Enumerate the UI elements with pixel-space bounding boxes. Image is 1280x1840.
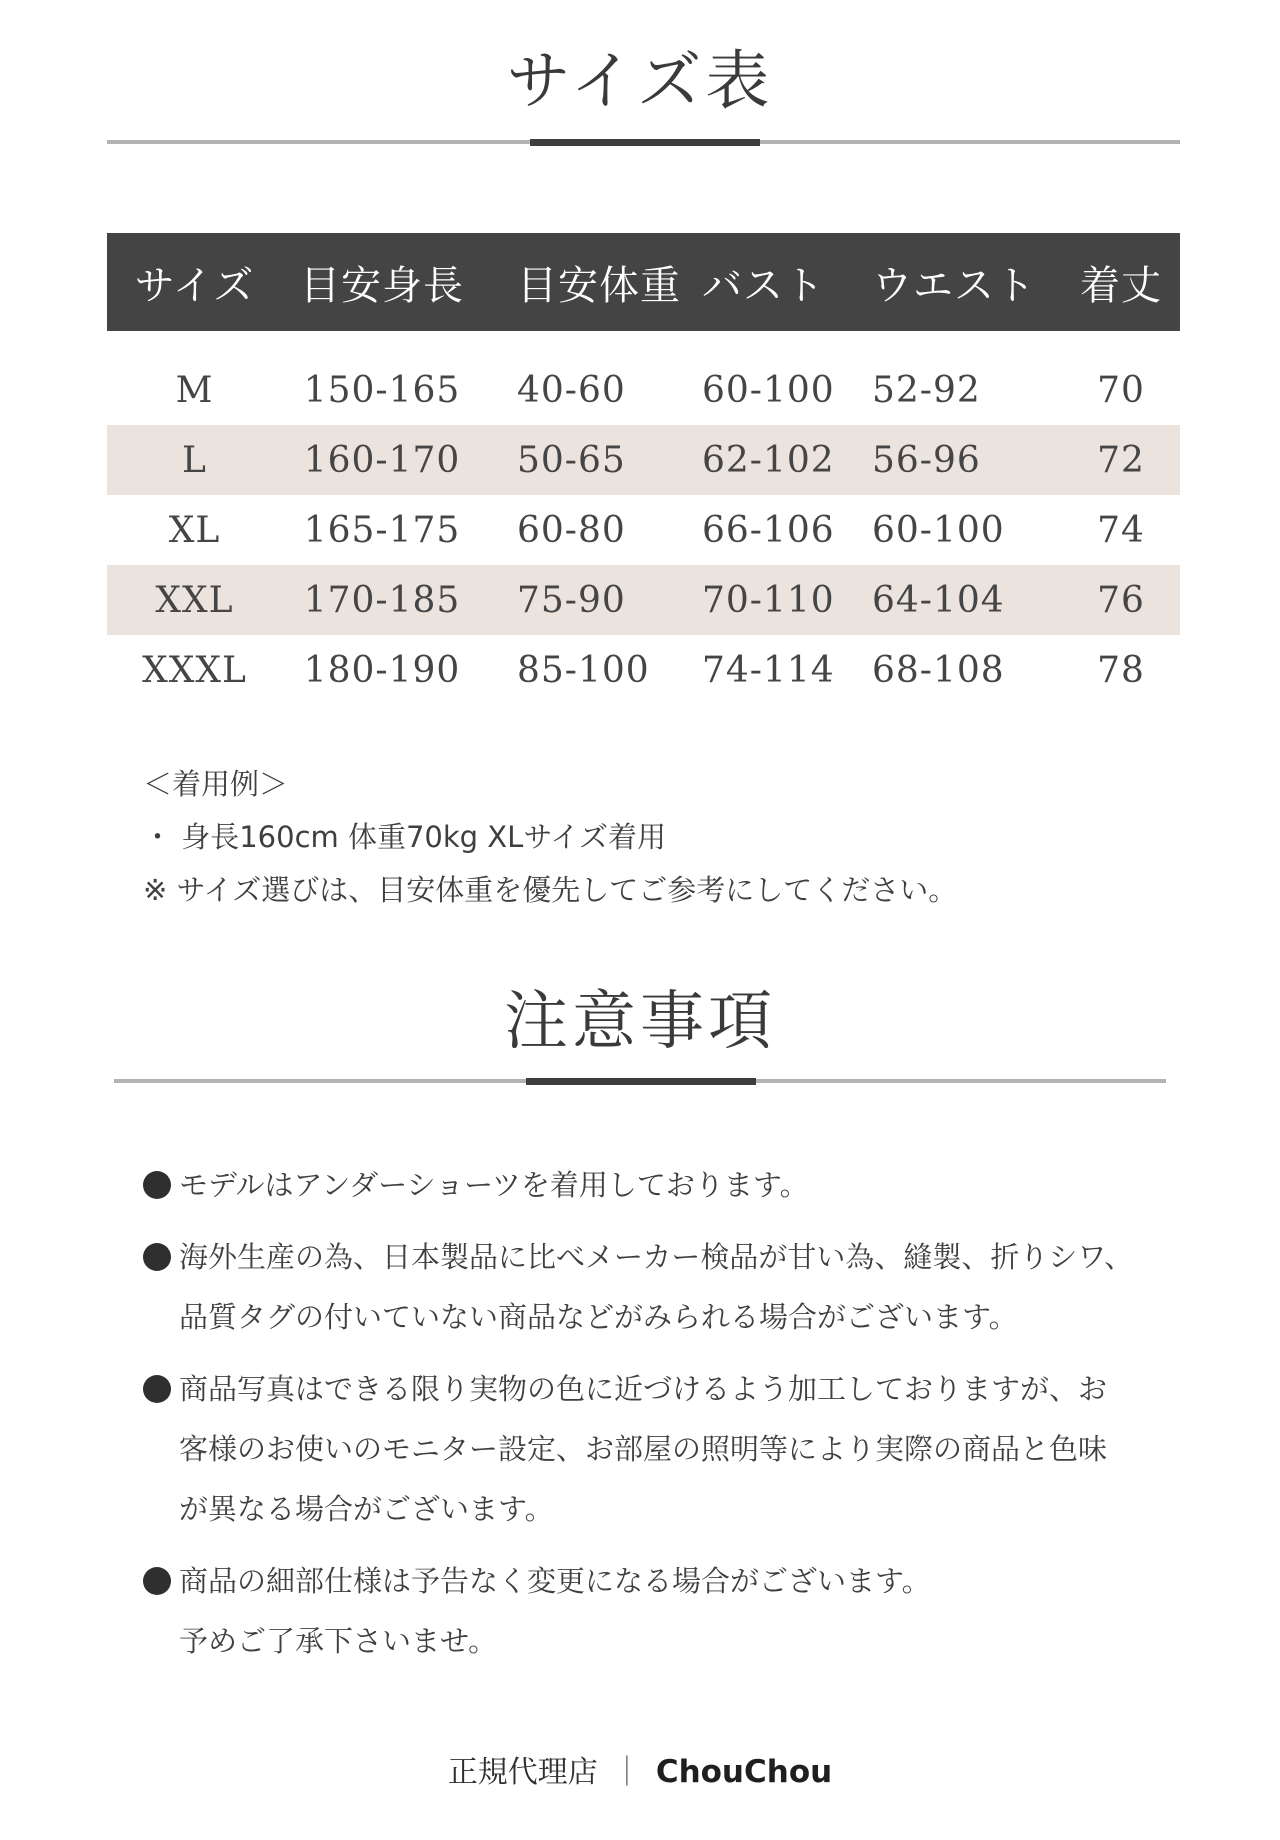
cell-weight: 60-80 (517, 509, 626, 551)
table-row (107, 635, 1180, 705)
list-item (143, 1155, 1173, 1215)
size-chart-title: サイズ表 (506, 45, 774, 119)
header-size: サイズ (134, 262, 255, 309)
list-item (143, 1359, 1173, 1539)
list-item (143, 1227, 1173, 1347)
cell-length: 74 (1097, 509, 1145, 551)
notes-divider-accent (526, 1078, 756, 1085)
cell-bust: 74-114 (702, 649, 835, 691)
size-table-body (107, 331, 1180, 705)
header-height: 目安身長 (300, 262, 464, 309)
table-row (107, 565, 1180, 635)
size-table (107, 233, 1180, 705)
cell-waist: 60-100 (872, 509, 1005, 551)
cell-bust: 66-106 (702, 509, 835, 551)
cell-size: M (175, 369, 214, 411)
cell-size: L (182, 439, 207, 481)
cell-length: 72 (1097, 439, 1145, 481)
cell-height: 150-165 (303, 369, 461, 411)
list-item (143, 1551, 1173, 1671)
cell-waist: 56-96 (872, 439, 981, 481)
footer-label: 正規代理店 (447, 1755, 598, 1790)
header-waist: ウエスト (872, 262, 1036, 309)
notes-title: 注意事項 (504, 985, 776, 1059)
title-divider-accent (530, 139, 760, 146)
cell-waist: 52-92 (872, 369, 981, 411)
table-row (107, 355, 1180, 425)
example-model-info: ・ 身長160cm 体重70kg XLサイズ着用 (143, 820, 667, 854)
cell-weight: 50-65 (517, 439, 626, 481)
note-text: 商品の細部仕様は予告なく変更になる場合がございます。 予めご了承下さいませ。 (179, 1564, 931, 1658)
table-row (107, 495, 1180, 565)
cell-height: 170-185 (303, 579, 461, 621)
wearing-example (143, 758, 957, 917)
cell-weight: 85-100 (517, 649, 650, 691)
cell-length: 78 (1097, 649, 1145, 691)
cell-weight: 40-60 (517, 369, 626, 411)
bullet-icon (143, 1171, 171, 1199)
cell-weight: 75-90 (517, 579, 626, 621)
cell-height: 165-175 (303, 509, 461, 551)
cell-size: XL (168, 509, 221, 551)
note-text: モデルはアンダーショーツを着用しております。 (179, 1168, 809, 1202)
bullet-icon (143, 1375, 171, 1403)
notes-list (143, 1155, 1173, 1683)
cell-height: 160-170 (303, 439, 461, 481)
bullet-icon (143, 1243, 171, 1271)
cell-bust: 60-100 (702, 369, 835, 411)
example-label: ＜着用例＞ (143, 767, 289, 801)
bullet-icon (143, 1567, 171, 1595)
table-row (107, 425, 1180, 495)
header-weight: 目安体重 (517, 262, 681, 309)
header-bust: バスト (702, 262, 825, 309)
footer-separator: ｜ (611, 1755, 642, 1790)
cell-length: 70 (1097, 369, 1145, 411)
size-table-header (107, 233, 1180, 331)
cell-height: 180-190 (303, 649, 461, 691)
cell-size: XXXL (142, 649, 247, 691)
cell-bust: 70-110 (702, 579, 835, 621)
brand-name: ChouChou (655, 1754, 833, 1790)
note-text: 商品写真はできる限り実物の色に近づけるよう加工しておりますが、お 客様のお使いのモニター設定、お部屋の照明等により実際の商品と色味 が異なる場合がございます。 (179, 1372, 1108, 1526)
cell-size: XXL (155, 579, 234, 621)
header-length: 着丈 (1080, 262, 1162, 309)
footer (0, 1747, 1280, 1791)
cell-length: 76 (1097, 579, 1145, 621)
example-size-advice: ※ サイズ選びは、目安体重を優先してご参考にしてください。 (143, 873, 958, 907)
cell-bust: 62-102 (702, 439, 835, 481)
note-text: 海外生産の為、日本製品に比べメーカー検品が甘い為、縫製、折りシワ、 品質タグの付いていない商品などがみられる場合がございます。 (179, 1240, 1134, 1334)
cell-waist: 64-104 (872, 579, 1005, 621)
cell-waist: 68-108 (872, 649, 1005, 691)
